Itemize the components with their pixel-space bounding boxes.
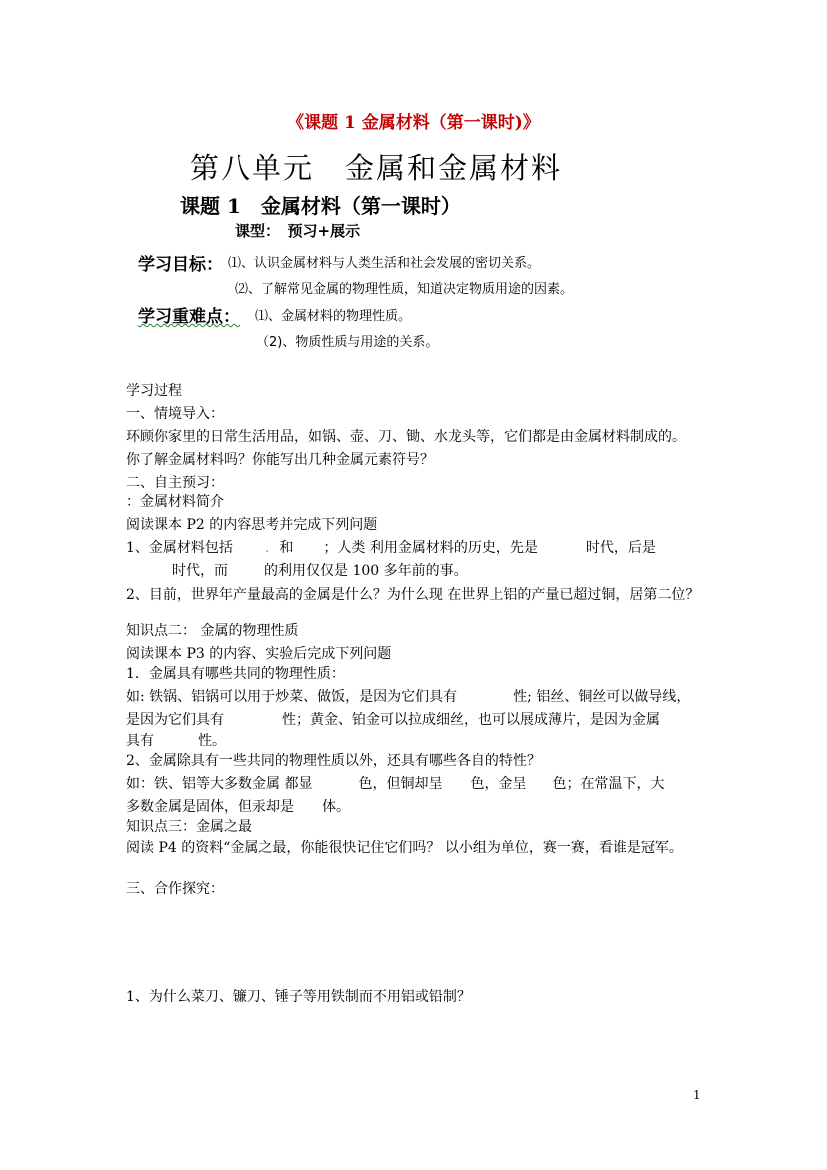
text-span: 时代，后是 [585,540,656,556]
property-line [126,800,350,814]
text-span: 体。 [322,799,350,815]
text-span: 具有 [126,733,154,749]
property-line [126,690,690,704]
text-span: 色，但铜却呈 [358,776,443,792]
lesson-type: 课型： 预习+展示 [235,222,361,240]
dot-mark: . [264,540,270,556]
instruction: 阅读课本 P3 的内容、实验后完成下列问题 [126,646,392,662]
property-question-1: 1．金属具有哪些共同的物理性质： [126,666,345,682]
exploration-question-1: 1、为什么菜刀、镰刀、锤子等用铁制而不用铝或铅制？ [126,989,471,1005]
text-span: 是因为它们具有 [126,712,224,728]
text-span: 的利用仅仅是 100 多年前的事。 [264,563,468,579]
key-points-label [138,302,240,327]
unit-title: 第八单元 金属和金属材料 [190,151,563,185]
page-number: 1 [693,1088,701,1102]
key-point-item: ⑴、金属材料的物理性质。 [255,309,412,324]
question-1-line-2 [172,564,468,578]
text-span: 时代，而 [172,563,228,579]
lesson-title: 课题 1 金属材料（第一课时） [180,194,461,218]
property-line [126,777,664,791]
paragraph: 环顾你家里的日常生活用品，如锅、壶、刀、锄、水龙头等，它们都是由金属材料制成的。 [126,429,686,445]
text-span: 性; 铝丝、铜丝可以做导线， [513,689,691,705]
text-span: 1、金属材料包括 [126,540,233,556]
objective-item: ⑴、认识金属材料与人类生活和社会发展的密切关系。 [228,256,541,271]
key-points-label-text: 学习重难点： [138,307,240,327]
document-title: 《课题 1 金属材料（第一课时)》 [287,113,540,133]
section-2-heading: 二、自主预习： [126,475,224,491]
knowledge-point-1: ：金属材料简介 [126,494,224,510]
property-line [126,734,226,748]
text-span: 性。 [198,733,226,749]
text-span: 色；在常温下，大 [552,776,665,792]
key-point-item: （2)、物质性质与用途的关系。 [256,335,439,350]
objectives-label: 学习目标： [138,255,223,275]
knowledge-point-2: 知识点二： 金属的物理性质 [126,623,299,639]
knowledge-point-3: 知识点三：金属之最 [126,819,252,835]
objective-item: ⑵、了解常见金属的物理性质，知道决定物质用途的因素。 [235,282,574,297]
question-2: 2、目前，世界年产量最高的金属是什么？为什么现 在世界上铝的产量已超过铜，居第二位？ [126,587,700,603]
section-1-heading: 一、情境导入： [126,406,224,422]
property-question-2: 2、金属除具有一些共同的物理性质以外，还具有哪些各自的特性？ [126,753,541,769]
instruction: 阅读 P4 的资料“金属之最，你能很快记住它们吗？ 以小组为单位，赛一赛，看谁是冠军。 [126,840,683,856]
text-span: 多数金属是固体，但汞却是 [126,799,294,815]
process-heading: 学习过程 [126,383,182,399]
text-span: 性；黄金、铂金可以拉成细丝，也可以展成薄片，是因为金属 [282,712,660,728]
instruction: 阅读课本 P2 的内容思考并完成下列问题 [126,517,378,533]
text-span: ；人类 利用金属材料的历史，先是 [323,540,538,556]
paragraph: 你了解金属材料吗？你能写出几种金属元素符号？ [126,452,434,468]
section-3-heading: 三、合作探究： [126,881,224,897]
question-1-line-1 [126,541,656,555]
property-line [126,713,660,727]
text-span: 如: 铁锅、铝锅可以用于炒菜、做饭，是因为它们具有 [126,689,458,705]
text-span: 色，金呈 [470,776,527,792]
text-span: 和 [279,540,294,556]
text-span: 如：铁、铝等大多数金属 都显 [126,776,313,792]
